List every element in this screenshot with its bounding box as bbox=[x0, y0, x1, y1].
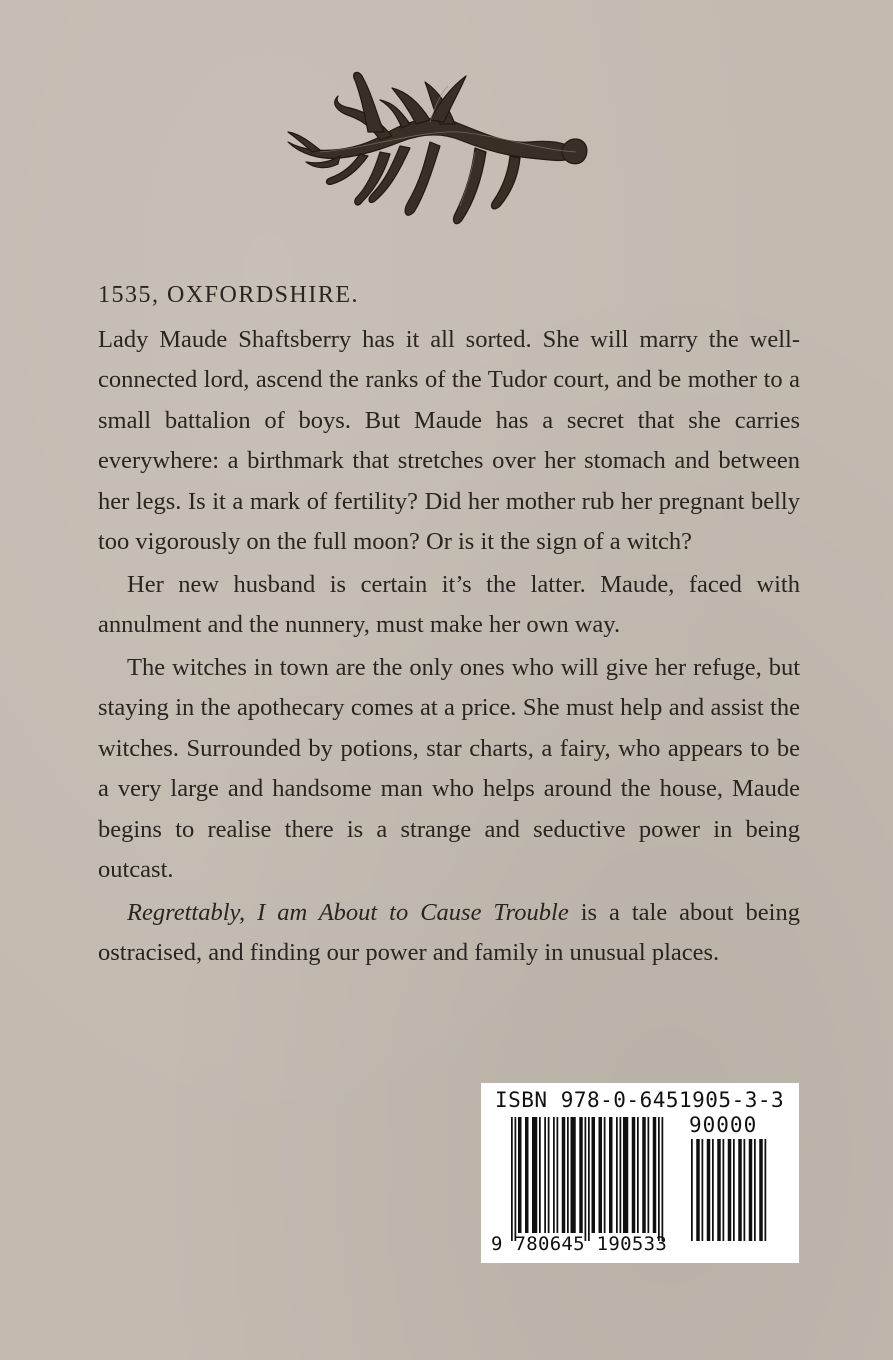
barcode-addon-bar bbox=[765, 1139, 767, 1241]
barcode-bar bbox=[623, 1117, 628, 1233]
barcode-bar bbox=[616, 1117, 618, 1233]
barcode-bar bbox=[539, 1117, 541, 1233]
blurb-paragraph-3: The witches in town are the only ones who will give her refuge, but staying in the apothecary comes at a price. She must help and assist the witches. Surrounded by potions, star charts, a fairy, who appears to be a very large and handsome man who helps around the house, Maude begins to realise there is a strange and seductive power in being outcast. bbox=[98, 653, 800, 883]
barcode-bar bbox=[557, 1117, 559, 1233]
barcode-addon-bar bbox=[733, 1139, 735, 1241]
barcode-bar bbox=[658, 1117, 660, 1241]
barcode-addon-bar bbox=[712, 1139, 714, 1241]
antler-icon bbox=[280, 62, 592, 232]
barcode-bar bbox=[525, 1117, 529, 1233]
barcode-bar bbox=[511, 1117, 513, 1241]
barcode-addon-bar bbox=[696, 1139, 700, 1241]
barcode-bar bbox=[609, 1117, 613, 1233]
barcode-addon-bar bbox=[744, 1139, 746, 1241]
barcode-addon-bar bbox=[749, 1139, 753, 1241]
barcode-addon-bar bbox=[707, 1139, 711, 1241]
barcode-bar bbox=[648, 1117, 650, 1233]
barcode-bar bbox=[599, 1117, 603, 1233]
blurb-paragraph-2: Her new husband is certain it’s the latter. Maude, faced with annulment and the nunnery, must make her own way. bbox=[98, 570, 800, 638]
barcode-bar bbox=[620, 1117, 622, 1233]
ean-number: 9 780645 190533 bbox=[491, 1233, 668, 1255]
barcode-bar bbox=[579, 1117, 583, 1233]
barcode-bar bbox=[588, 1117, 590, 1241]
setting-heading: 1535, OXFORDSHIRE. bbox=[98, 282, 360, 308]
barcode-bar bbox=[562, 1117, 566, 1233]
isbn-label: ISBN 978-0-6451905-3-3 bbox=[495, 1088, 785, 1112]
barcode-bar bbox=[653, 1117, 657, 1233]
book-title: Regrettably, I am About to Cause Trouble bbox=[127, 898, 569, 926]
barcode-bar bbox=[515, 1117, 517, 1241]
barcode-bar bbox=[532, 1117, 537, 1233]
barcode-bar bbox=[518, 1117, 522, 1233]
barcode-addon-bar bbox=[754, 1139, 756, 1241]
barcode-addon-bar bbox=[759, 1139, 763, 1241]
blurb-closing bbox=[98, 893, 800, 974]
barcode-addon-bar bbox=[723, 1139, 725, 1241]
barcode-bar bbox=[662, 1117, 664, 1241]
isbn-barcode bbox=[481, 1083, 799, 1263]
barcode-addon-bar bbox=[728, 1139, 732, 1241]
closing-text: is a tale about being ostracised, and finding our power and family in unusual places. bbox=[98, 898, 800, 966]
barcode-bar bbox=[548, 1117, 550, 1233]
barcode-bar bbox=[637, 1117, 639, 1233]
barcode-bar bbox=[632, 1117, 636, 1233]
barcode-bar bbox=[553, 1117, 555, 1233]
blurb bbox=[98, 275, 800, 976]
barcode-addon-bar bbox=[691, 1139, 693, 1241]
barcode-bar bbox=[567, 1117, 569, 1233]
barcode-bar bbox=[642, 1117, 646, 1233]
barcode-addon-bar bbox=[738, 1139, 742, 1241]
barcode-bar bbox=[604, 1117, 606, 1233]
blurb-paragraph-1: Lady Maude Shaftsberry has it all sorted. She will marry the well-connected lord, ascend the ranks of the Tudor court, and be mother to a small battalion of boys. But Maude has a secret that she carries everywhere: a birthmark that stretches over her stomach and between her legs. Is it a mark of fertility? Did her mother rub her pregnant belly too vigorously on the full moon? Or is it the sign of a witch? bbox=[98, 325, 800, 555]
barcode-bar bbox=[585, 1117, 587, 1241]
barcode-bar bbox=[571, 1117, 576, 1233]
price-code: 90000 bbox=[689, 1113, 758, 1137]
barcode-bar bbox=[592, 1117, 596, 1233]
barcode-addon-bar bbox=[717, 1139, 721, 1241]
barcode-bar bbox=[544, 1117, 546, 1233]
barcode-addon-bar bbox=[702, 1139, 704, 1241]
